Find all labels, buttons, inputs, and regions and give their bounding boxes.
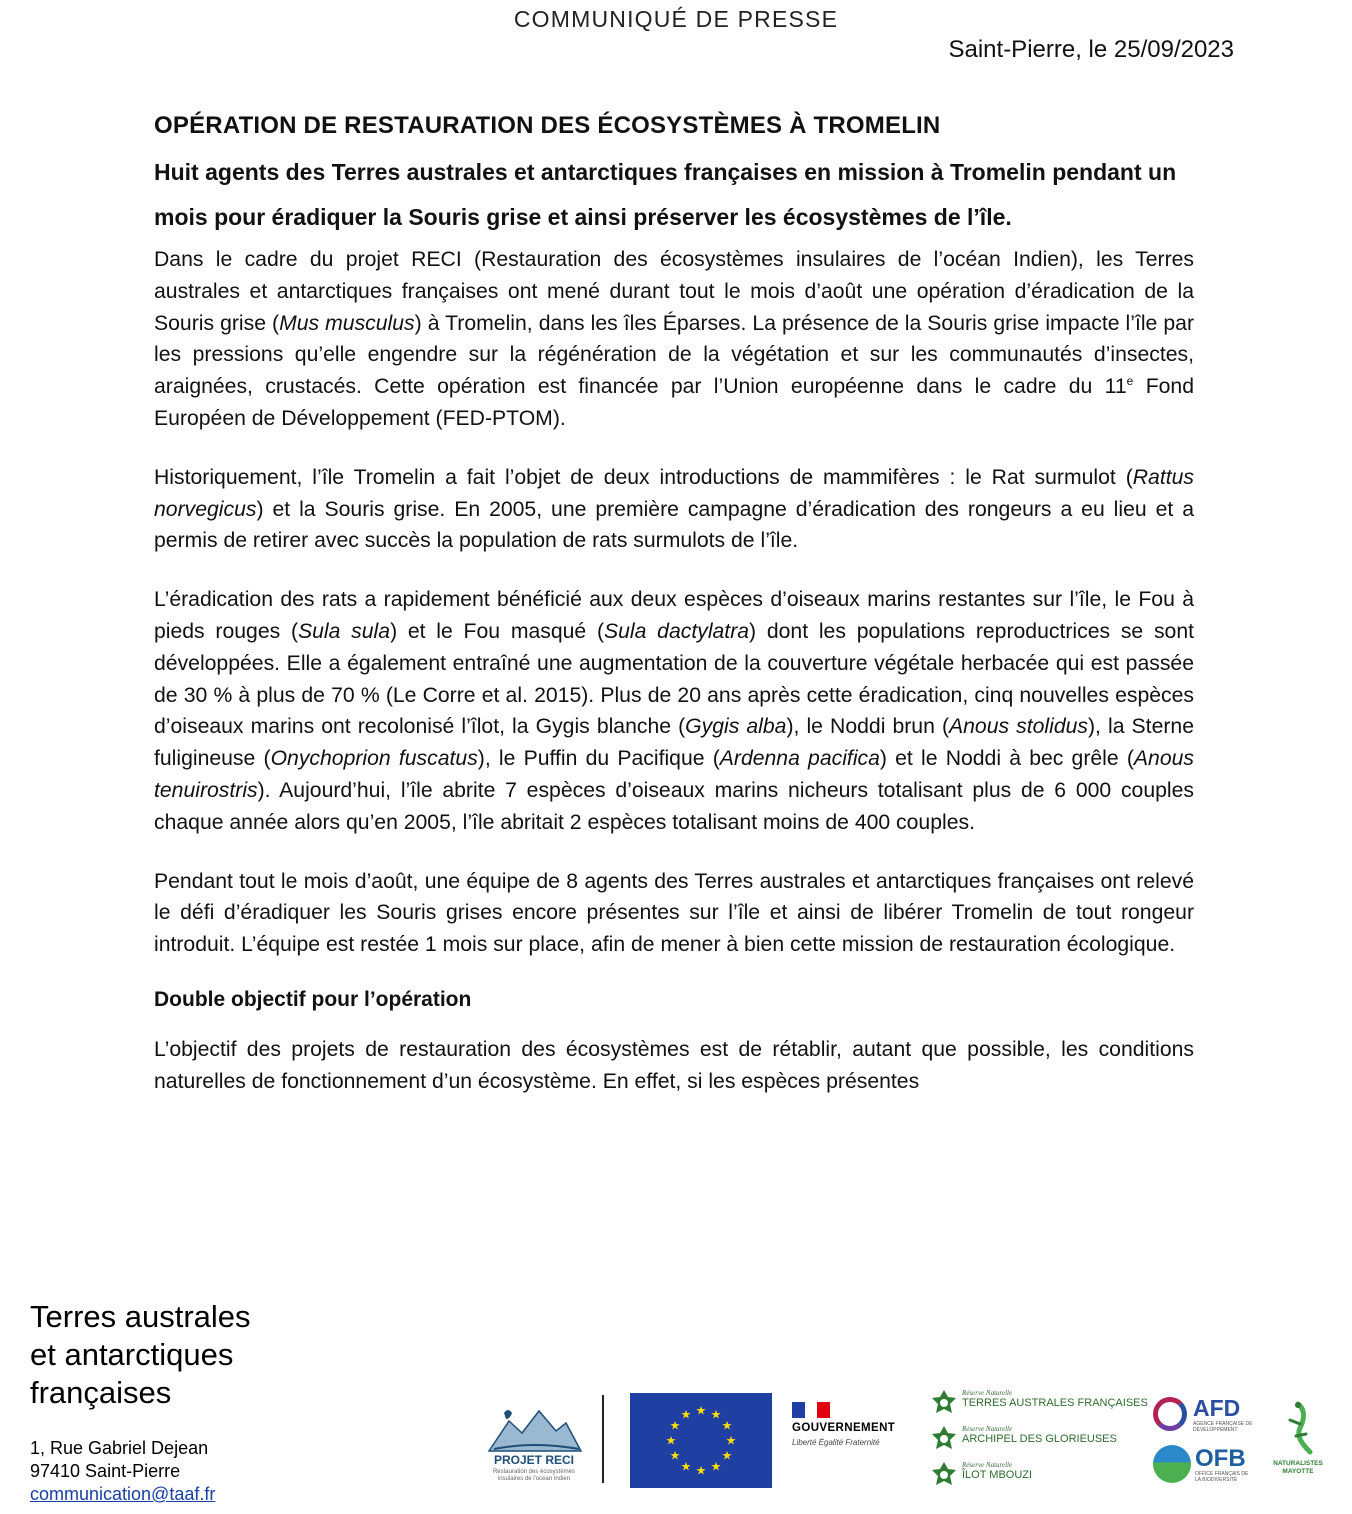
- reci-mountain-icon: [484, 1403, 584, 1453]
- paragraph-3: [154, 584, 1194, 838]
- gecko-icon: [1270, 1400, 1326, 1458]
- eu-star-icon: ★: [721, 1448, 733, 1463]
- section-heading: Double objectif pour l’opération: [154, 987, 472, 1011]
- p3-text-d: ), le Noddi brun (: [786, 715, 949, 739]
- reserve-taf: [930, 1389, 1150, 1419]
- p3-text-c: ) dont les populations reproductrices se sont développées. Elle a également entraîné une augmentation de la couverture végétale herbacée qui est passée de 30 % à plus de 70 % (Le Corre et al. 2015). Plus de 20 ans après cette éradication, cinq nouvelles espèces d’oiseaux marins ont recolonisé l’îlot, la Gygis blanche (: [154, 619, 1195, 739]
- p2-text-a: Historiquement, l’île Tromelin a fait l’objet de deux introductions de mammifères : le Rat surmulot (: [154, 465, 1133, 489]
- p3-species-3: Gygis alba: [685, 715, 787, 739]
- reci-tagline: Restauration des écosystèmes insulaires de l'océan Indien: [492, 1469, 576, 1482]
- naturalistes-name: NATURALISTES MAYOTTE: [1273, 1460, 1323, 1475]
- reserve-glorieuses: [930, 1425, 1150, 1455]
- org-line-1: Terres australes: [30, 1299, 251, 1334]
- p3-species-2: Sula dactylatra: [604, 619, 750, 643]
- gouvernement-name: GOUVERNEMENT: [792, 1422, 896, 1434]
- org-line-3: françaises: [30, 1375, 172, 1410]
- p1-species-1: Mus musculus: [279, 311, 415, 335]
- partner-logos: [480, 1385, 1330, 1495]
- paragraph-1: [154, 244, 1194, 435]
- eu-star-icon: ★: [710, 1459, 722, 1474]
- ofb-logo: [1153, 1445, 1263, 1487]
- marianne-flag-icon: [792, 1402, 830, 1418]
- reserve-label: Réserve Naturelle: [962, 1461, 1013, 1469]
- reserve-label: Réserve Naturelle: [962, 1389, 1013, 1397]
- p3-text-g: ) et le Noddi à bec grêle (: [879, 747, 1134, 771]
- p3-text-e: ), la Sterne fuligineuse (: [154, 715, 1194, 771]
- p3-text-h: ). Aujourd’hui, l’île abrite 7 espèces d’oiseaux marins nicheurs totalisant plus de 6 000 couples chaque année alors qu’en 2005, l’île abritait 2 espèces totalisant moins de 400 couples.: [154, 778, 1194, 834]
- eu-star-icon: ★: [669, 1418, 681, 1433]
- p2-species-1: Rattus norvegicus: [154, 465, 1194, 521]
- eu-flag-logo: [630, 1393, 772, 1488]
- address-block: [30, 1437, 215, 1506]
- logo-divider: [602, 1395, 604, 1483]
- reserve-emblem-icon: [930, 1461, 958, 1489]
- organization-name: [30, 1298, 251, 1412]
- p3-text-b: ) et le Fou masqué (: [390, 619, 605, 643]
- p3-species-5: Onychoprion fuscatus: [270, 747, 478, 771]
- p1-text-a: Dans le cadre du projet RECI (Restauration des écosystèmes insulaires de l’océan Indien), les Terres australes et antarctiques françaises ont mené durant tout le mois d’août une opération d’éradication de la Souris grise (: [154, 248, 1194, 335]
- p1-superscript: e: [1126, 374, 1134, 389]
- p3-species-1: Sula sula: [298, 619, 391, 643]
- paragraph-5: L’objectif des projets de restauration des écosystèmes est de rétablir, autant que possible, les conditions naturelles de fonctionnement d’un écosystème. En effet, si les espèces présentes: [154, 1037, 1194, 1093]
- reci-logo: [484, 1403, 584, 1483]
- eu-star-icon: ★: [725, 1433, 737, 1448]
- gouvernement-motto: Liberté Égalité Fraternité: [792, 1438, 880, 1447]
- afd-logo: [1153, 1397, 1263, 1437]
- eu-star-icon: ★: [680, 1407, 692, 1422]
- ofb-sub: OFFICE FRANÇAIS DE LA BIODIVERSITÉ: [1195, 1471, 1249, 1483]
- p3-text-f: ), le Puffin du Pacifique (: [477, 747, 720, 771]
- eu-star-icon: ★: [695, 1463, 707, 1478]
- reserve-label: Réserve Naturelle: [962, 1425, 1013, 1433]
- reserve-mbouzi: [930, 1461, 1150, 1491]
- paragraph-2: [154, 462, 1194, 557]
- eu-star-icon: ★: [680, 1459, 692, 1474]
- eu-star-icon: ★: [665, 1433, 677, 1448]
- email-link[interactable]: communication@taaf.fr: [30, 1484, 216, 1504]
- eu-star-icon: ★: [710, 1407, 722, 1422]
- org-line-2: et antarctiques: [30, 1337, 234, 1372]
- ofb-name: OFB: [1195, 1445, 1246, 1472]
- ofb-globe-icon: [1153, 1445, 1191, 1483]
- reserve-emblem-icon: [930, 1425, 958, 1453]
- p1-text-b: ) à Tromelin, dans les îles Éparses. La présence de la Souris grise impacte l’île par les pressions qu’elle engendre sur la régénération de la végétation et sur les communautés d’insectes, araignées, crustacés. Cette opération est financée par l’Union européenne dans le cadre du 11: [154, 311, 1194, 399]
- paragraph-4: Pendant tout le mois d’août, une équipe de 8 agents des Terres australes et antarctiques françaises ont relevé le défi d’éradiquer les Souris grises encore présentes sur l’île et ainsi de libérer Tromelin de tout rongeur introduit. L’équipe est restée 1 mois sur place, afin de mener à bien cette mission de restauration écologique.: [154, 869, 1194, 957]
- reserve-name: ÎLOT MBOUZI: [962, 1469, 1033, 1481]
- naturalistes-logo: [1270, 1400, 1326, 1490]
- article-subtitle: Huit agents des Terres australes et antarctiques françaises en mission à Tromelin pendant un mois pour éradiquer la Souris grise et ainsi préserver les écosystèmes de l’île.: [154, 159, 1177, 230]
- reserve-name: TERRES AUSTRALES FRANÇAISES: [962, 1397, 1148, 1409]
- reserve-name: ARCHIPEL DES GLORIEUSES: [962, 1433, 1117, 1445]
- p1-text-c: Fond Européen de Développement (FED-PTOM).: [154, 375, 1194, 430]
- article-title: OPÉRATION DE RESTAURATION DES ÉCOSYSTÈMES À TROMELIN: [154, 112, 941, 139]
- p3-species-6: Ardenna pacifica: [719, 747, 880, 771]
- reci-name: PROJET RECI: [493, 1453, 574, 1467]
- p3-text-a: L’éradication des rats a rapidement bénéficié aux deux espèces d’oiseaux marins restantes sur l’île, le Fou à pieds rouges (: [154, 588, 1194, 643]
- eu-star-icon: ★: [695, 1403, 707, 1418]
- p2-text-b: ) et la Souris grise. En 2005, une première campagne d’éradication des rongeurs a eu lieu et a permis de retirer avec succès la population de rats surmulots de l’île.: [154, 497, 1194, 553]
- address-line-1: 1, Rue Gabriel Dejean: [30, 1438, 209, 1458]
- address-line-2: 97410 Saint-Pierre: [30, 1461, 181, 1481]
- date-line: Saint-Pierre, le 25/09/2023: [948, 36, 1234, 63]
- article: [154, 112, 1194, 1098]
- afd-name: AFD: [1193, 1395, 1241, 1421]
- reserves-logos: [930, 1387, 1150, 1492]
- eu-stars-icon: [630, 1393, 772, 1488]
- document-label: COMMUNIQUÉ DE PRESSE: [513, 6, 839, 32]
- afd-sub: AGENCE FRANÇAISE DE DÉVELOPPEMENT: [1193, 1421, 1253, 1433]
- gouvernement-logo: [790, 1400, 910, 1485]
- p3-species-7: Anous tenuirostris: [154, 747, 1194, 802]
- afd-ring-icon: [1153, 1397, 1187, 1431]
- eu-star-icon: ★: [669, 1448, 681, 1463]
- p3-species-4: Anous stolidus: [949, 715, 1088, 739]
- eu-star-icon: ★: [721, 1418, 733, 1433]
- reserve-emblem-icon: [930, 1389, 958, 1417]
